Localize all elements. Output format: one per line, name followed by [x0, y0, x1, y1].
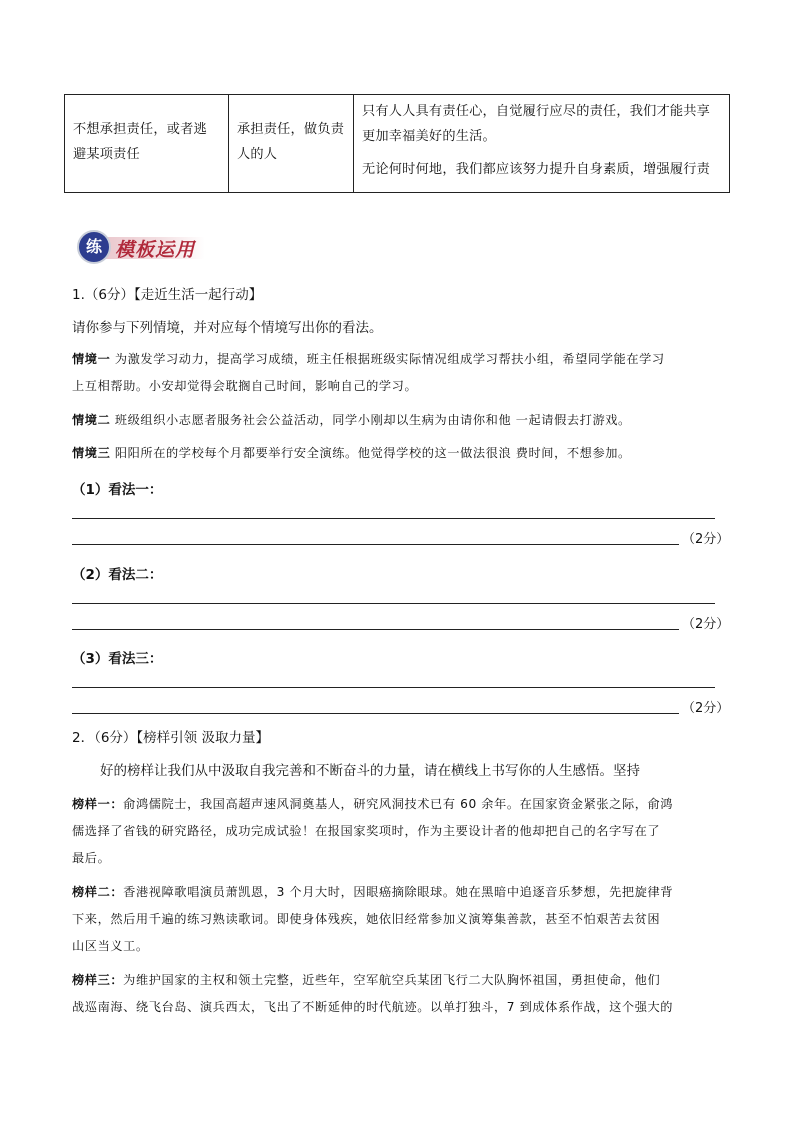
model-2-label: 榜样二： — [72, 885, 124, 899]
model-2-line-2: 下来，然后用千遍的练习熟读歌词。即使身体残疾，她依旧经常参加义演筹集善款，甚至不怕艰苦去贫困 — [72, 912, 661, 926]
model-2-line-3: 山区当义工。 — [72, 939, 149, 953]
question-1-instruction: 请你参与下列情境，并对应每个情境写出你的看法。 — [72, 320, 383, 336]
banner-title: 模板运用 — [115, 239, 196, 261]
meaning-paragraph-2: 无论何时何地，我们都应该努力提升自身素质，增强履行责 — [362, 162, 711, 177]
scenario-2-text: 班级组织小志愿者服务社会公益活动，同学小刚却以生病为由请你和他 一起请假去打游戏。 — [110, 413, 631, 427]
answer-line[interactable] — [72, 713, 679, 714]
opinion-3-label: （3）看法三： — [72, 651, 163, 667]
model-3-label: 榜样三： — [72, 973, 124, 987]
scenario-1-line-2: 上互相帮助。小安却觉得会耽搁自己时间，影响自己的学习。 — [72, 379, 418, 393]
model-1-text: 俞鸿儒院士，我国高超声速风洞奠基人，研究风洞技术已有 60 余年。在国家资金紧张之际，俞鸿 — [123, 797, 674, 811]
table-cell-meaning — [354, 95, 730, 193]
scenario-3 — [72, 444, 631, 461]
responsibility-table — [64, 94, 730, 193]
section-banner — [77, 230, 209, 264]
points-label: （2分） — [682, 532, 730, 547]
model-2-line-1 — [72, 883, 673, 900]
scenario-1-label: 情境一 — [72, 352, 111, 366]
model-1-line-1 — [72, 795, 673, 812]
scenario-3-text: 阳阳所在的学校每个月都要举行安全演练。他觉得学校的这一做法很浪 费时间，不想参加。 — [110, 446, 631, 460]
practice-badge-icon: 练 — [77, 230, 111, 264]
model-3-text: 为维护国家的主权和领土完整，近些年，空军航空兵某团飞行二大队胸怀祖国，勇担使命，他们 — [123, 973, 661, 987]
model-3-line-1 — [72, 971, 660, 988]
model-1-line-2: 儒选择了省钱的研究路径，成功完成试验！在报国家奖项时，作为主要设计者的他却把自己的名字写在了 — [72, 824, 661, 838]
scenario-1-text: 为激发学习动力，提高学习成绩，班主任根据班级实际情况组成学习帮扶小组，希望同学能在学习 — [110, 352, 665, 366]
model-3-line-2: 战巡南海、绕飞台岛、演兵西太，飞出了不断延伸的时代航迹。以单打独斗，7 到成体系作战，这个强大的 — [72, 1000, 674, 1014]
question-2-heading: 2．（6分）【榜样引领 汲取力量】 — [72, 730, 269, 746]
scenario-2-label: 情境二 — [72, 413, 111, 427]
table-row — [65, 95, 730, 193]
points-label: （2分） — [682, 701, 730, 716]
model-2-text: 香港视障歌唱演员萧凯恩，3 个月大时，因眼癌摘除眼球。她在黑暗中追逐音乐梦想，先把旋律背 — [123, 885, 674, 899]
table-cell-behavior: 不想承担责任，或者逃避某项责任 — [65, 95, 229, 193]
answer-line[interactable] — [72, 518, 715, 519]
scenario-1-line-1 — [72, 350, 665, 367]
question-2-instruction: 好的榜样让我们从中汲取自我完善和不断奋斗的力量，请在横线上书写你的人生感悟。坚持 — [100, 763, 640, 779]
points-label: （2分） — [682, 617, 730, 632]
scenario-2 — [72, 411, 631, 428]
answer-line[interactable] — [72, 544, 679, 545]
scenario-3-label: 情境三 — [72, 446, 111, 460]
answer-line[interactable] — [72, 629, 679, 630]
question-1-heading: 1.（6分）【走近生活一起行动】 — [72, 287, 263, 303]
table-cell-role: 承担责任，做负责人的人 — [229, 95, 354, 193]
answer-line[interactable] — [72, 687, 715, 688]
opinion-1-label: （1）看法一： — [72, 482, 163, 498]
answer-line[interactable] — [72, 603, 715, 604]
model-1-label: 榜样一： — [72, 797, 124, 811]
model-1-line-3: 最后。 — [72, 851, 111, 865]
opinion-2-label: （2）看法二： — [72, 567, 163, 583]
meaning-paragraph-1: 只有人人具有责任心，自觉履行应尽的责任，我们才能共享更加幸福美好的生活。 — [362, 104, 711, 144]
